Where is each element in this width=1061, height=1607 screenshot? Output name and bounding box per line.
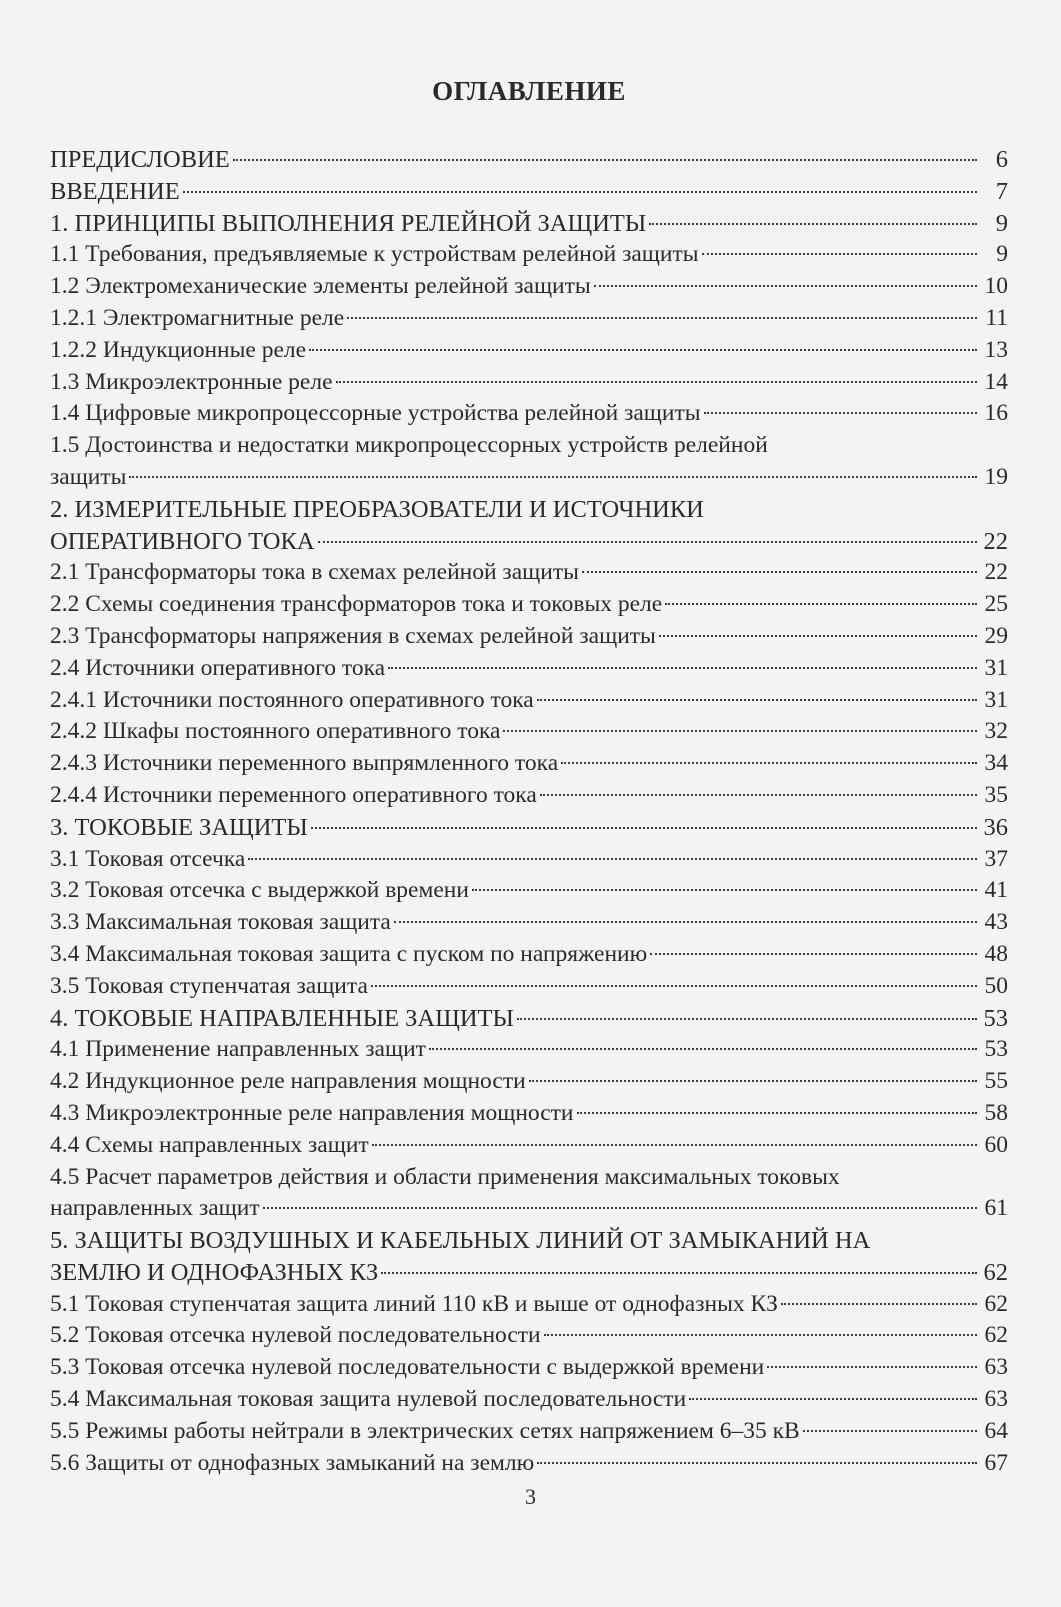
toc-entry-title: 2.4 Источники оперативного тока bbox=[50, 654, 386, 681]
toc-entry-title: ОПЕРАТИВНОГО ТОКА bbox=[50, 527, 315, 555]
dot-leader bbox=[544, 1334, 977, 1336]
toc-entry-title: направленных защит bbox=[50, 1195, 260, 1222]
toc-entry-page: 9 bbox=[995, 209, 1008, 237]
dot-leader bbox=[665, 603, 977, 605]
dot-leader bbox=[394, 921, 977, 923]
toc-entry[interactable] bbox=[50, 1257, 1008, 1289]
dot-leader bbox=[347, 317, 977, 319]
dot-leader bbox=[537, 699, 977, 701]
toc-entry-page: 41 bbox=[984, 877, 1008, 904]
toc-list bbox=[50, 144, 1008, 1479]
dot-leader bbox=[472, 889, 977, 891]
toc-entry-title: 1.1 Требования, предъявляемые к устройствам релейной защиты bbox=[50, 241, 699, 268]
dot-leader bbox=[577, 1112, 977, 1114]
toc-entry[interactable] bbox=[50, 1352, 1008, 1384]
toc-entry-title: 3.1 Токовая отсечка bbox=[50, 845, 246, 872]
page-title: ОГЛАВЛЕНИЕ bbox=[432, 76, 626, 106]
toc-entry-page: 6 bbox=[995, 146, 1008, 173]
toc-entry[interactable] bbox=[50, 398, 1008, 430]
dot-leader bbox=[248, 858, 977, 860]
toc-entry-page: 60 bbox=[984, 1131, 1008, 1158]
dot-leader bbox=[540, 794, 977, 796]
toc-entry-title: 2.4.2 Шкафы постоянного оперативного тока bbox=[50, 718, 501, 745]
dot-leader bbox=[318, 541, 977, 543]
toc-entry-page: 32 bbox=[984, 718, 1008, 745]
dot-leader bbox=[561, 762, 977, 764]
dot-leader bbox=[594, 285, 977, 287]
toc-entry-title: 1.2 Электромеханические элементы релейной защиты bbox=[50, 273, 591, 300]
toc-entry-page: 63 bbox=[984, 1386, 1008, 1413]
dot-leader bbox=[704, 412, 977, 414]
toc-entry[interactable] bbox=[50, 621, 1008, 653]
toc-entry-title: ВВЕДЕНИЕ bbox=[50, 177, 180, 205]
dot-leader bbox=[309, 349, 977, 351]
toc-entry-title: 4.3 Микроэлектронные реле направления мощности bbox=[50, 1099, 574, 1126]
toc-entry[interactable] bbox=[50, 1320, 1008, 1352]
toc-entry-title: 1.2.1 Электромагнитные реле bbox=[50, 304, 345, 331]
toc-entry-title: 5.6 Защиты от однофазных замыканий на землю bbox=[50, 1449, 535, 1476]
toc-entry-title: 5.5 Режимы работы нейтрали в электрических сетях напряжением 6–35 кВ bbox=[50, 1417, 800, 1444]
toc-entry[interactable] bbox=[50, 144, 1008, 176]
toc-entry-page: 31 bbox=[984, 686, 1008, 713]
toc-entry-title: 2.4.3 Источники переменного выпрямленного тока bbox=[50, 750, 559, 777]
toc-entry-page: 13 bbox=[984, 336, 1008, 363]
toc-entry[interactable] bbox=[50, 653, 1008, 685]
toc-entry-title: 5.3 Токовая отсечка нулевой последовательности с выдержкой времени bbox=[50, 1354, 765, 1381]
toc-entry-page: 64 bbox=[984, 1417, 1008, 1444]
dot-leader bbox=[311, 827, 977, 829]
toc-entry-page: 53 bbox=[984, 1036, 1008, 1063]
toc-entry-title: 3.4 Максимальная токовая защита с пуском по напряжению bbox=[50, 940, 648, 967]
toc-entry-text-line1: 2. ИЗМЕРИТЕЛЬНЫЕ ПРЕОБРАЗОВАТЕЛИ И ИСТОЧНИКИ bbox=[50, 495, 704, 523]
toc-entry[interactable] bbox=[50, 1098, 1008, 1130]
dot-leader bbox=[371, 985, 977, 987]
toc-entry[interactable] bbox=[50, 462, 1008, 494]
toc-entry-title: 3.3 Максимальная токовая защита bbox=[50, 909, 391, 936]
toc-entry-title: 4.2 Индукционное реле направления мощности bbox=[50, 1068, 526, 1095]
toc-entry-title: 3.2 Токовая отсечка с выдержкой времени bbox=[50, 877, 469, 904]
toc-entry[interactable] bbox=[50, 271, 1008, 303]
toc-entry-page: 11 bbox=[985, 304, 1008, 331]
toc-entry[interactable] bbox=[50, 1384, 1008, 1416]
toc-entry-text-line1: 4.5 Расчет параметров действия и области применения максимальных токовых bbox=[50, 1163, 840, 1190]
toc-entry-page: 50 bbox=[984, 972, 1008, 999]
toc-entry[interactable] bbox=[50, 176, 1008, 208]
toc-entry-title: 5.1 Токовая ступенчатая защита линий 110 кВ и выше от однофазных КЗ bbox=[50, 1290, 778, 1317]
toc-entry-text-line1: 1.5 Достоинства и недостатки микропроцессорных устройств релейной bbox=[50, 432, 768, 459]
toc-entry-page: 25 bbox=[984, 591, 1008, 618]
dot-leader bbox=[702, 253, 977, 255]
toc-entry-page: 34 bbox=[984, 750, 1008, 777]
toc-entry[interactable] bbox=[50, 907, 1008, 939]
toc-entry-title: 1. ПРИНЦИПЫ ВЫПОЛНЕНИЯ РЕЛЕЙНОЙ ЗАЩИТЫ bbox=[50, 209, 647, 237]
toc-entry-page: 63 bbox=[984, 1354, 1008, 1381]
dot-leader bbox=[767, 1366, 977, 1368]
toc-entry-page: 19 bbox=[984, 463, 1008, 490]
toc-entry-page: 22 bbox=[984, 559, 1008, 586]
toc-entry-title: 1.4 Цифровые микропроцессорные устройства релейной защиты bbox=[50, 400, 701, 427]
dot-leader bbox=[336, 381, 978, 383]
dot-leader bbox=[650, 953, 977, 955]
toc-entry-page: 62 bbox=[984, 1290, 1008, 1317]
dot-leader bbox=[582, 571, 977, 573]
dot-leader bbox=[372, 1144, 977, 1146]
toc-entry-text-line1: 5. ЗАЩИТЫ ВОЗДУШНЫХ И КАБЕЛЬНЫХ ЛИНИЙ ОТ ЗАМЫКАНИЙ НА bbox=[50, 1227, 871, 1255]
toc-entry[interactable] bbox=[50, 335, 1008, 367]
toc-entry-title: 4.1 Применение направленных защит bbox=[50, 1036, 426, 1063]
toc-entry-page: 67 bbox=[984, 1449, 1008, 1476]
toc-entry-title: 1.2.2 Индукционные реле bbox=[50, 336, 307, 363]
toc-entry[interactable] bbox=[50, 844, 1008, 876]
toc-entry[interactable] bbox=[50, 812, 1008, 844]
toc-entry-page: 48 bbox=[984, 940, 1008, 967]
dot-leader bbox=[503, 730, 977, 732]
toc-entry[interactable] bbox=[50, 1193, 1008, 1225]
toc-entry-title: 1.3 Микроэлектронные реле bbox=[50, 368, 333, 395]
toc-entry-title: ПРЕДИСЛОВИЕ bbox=[50, 146, 230, 173]
toc-entry[interactable] bbox=[50, 780, 1008, 812]
toc-entry-page: 14 bbox=[984, 368, 1008, 395]
dot-leader bbox=[429, 1048, 977, 1050]
toc-entry[interactable] bbox=[50, 557, 1008, 589]
dot-leader bbox=[233, 159, 977, 161]
toc-entry-title: 3. ТОКОВЫЕ ЗАЩИТЫ bbox=[50, 813, 308, 841]
toc-entry-page: 62 bbox=[984, 1322, 1008, 1349]
toc-entry-title: ЗЕМЛЮ И ОДНОФАЗНЫХ КЗ bbox=[50, 1258, 379, 1286]
toc-entry-title: 5.2 Токовая отсечка нулевой последовательности bbox=[50, 1322, 541, 1349]
dot-leader bbox=[689, 1398, 977, 1400]
toc-entry-title: 4. ТОКОВЫЕ НАПРАВЛЕННЫЕ ЗАЩИТЫ bbox=[50, 1004, 514, 1032]
toc-entry-page: 7 bbox=[995, 177, 1008, 205]
toc-entry[interactable] bbox=[50, 1066, 1008, 1098]
toc-entry[interactable] bbox=[50, 208, 1008, 240]
toc-entry-page: 43 bbox=[984, 909, 1008, 936]
toc-entry-title: 2.1 Трансформаторы тока в схемах релейной защиты bbox=[50, 559, 579, 586]
toc-entry-page: 36 bbox=[983, 813, 1008, 841]
toc-entry-title: 2.2 Схемы соединения трансформаторов тока и токовых реле bbox=[50, 591, 663, 618]
toc-entry-page: 62 bbox=[983, 1258, 1008, 1286]
toc-entry[interactable] bbox=[50, 1003, 1008, 1035]
toc-entry-page: 58 bbox=[984, 1099, 1008, 1126]
toc-entry-page: 22 bbox=[983, 527, 1008, 555]
toc-entry[interactable] bbox=[50, 1130, 1008, 1162]
page-number: 3 bbox=[525, 1484, 536, 1509]
dot-leader bbox=[517, 1018, 977, 1020]
dot-leader bbox=[649, 223, 977, 225]
toc-entry[interactable] bbox=[50, 303, 1008, 335]
dot-leader bbox=[529, 1080, 977, 1082]
toc-entry-page: 61 bbox=[984, 1195, 1008, 1222]
toc-entry[interactable] bbox=[50, 685, 1008, 717]
toc-entry[interactable] bbox=[50, 939, 1008, 971]
toc-entry-page: 9 bbox=[996, 241, 1008, 268]
toc-entry-page: 29 bbox=[984, 622, 1008, 649]
dot-leader bbox=[263, 1207, 977, 1209]
toc-page bbox=[50, 72, 1008, 1479]
toc-entry[interactable] bbox=[50, 526, 1008, 558]
dot-leader bbox=[129, 476, 977, 478]
toc-entry-page: 16 bbox=[984, 400, 1008, 427]
dot-leader bbox=[183, 191, 977, 193]
dot-leader bbox=[781, 1303, 977, 1305]
toc-entry[interactable] bbox=[50, 239, 1008, 271]
dot-leader bbox=[659, 635, 977, 637]
toc-entry[interactable] bbox=[50, 716, 1008, 748]
dot-leader bbox=[537, 1462, 977, 1464]
toc-entry-title: 2.3 Трансформаторы напряжения в схемах релейной защиты bbox=[50, 622, 656, 649]
toc-entry-page: 37 bbox=[984, 845, 1008, 872]
dot-leader bbox=[388, 667, 977, 669]
toc-entry[interactable] bbox=[50, 748, 1008, 780]
toc-entry[interactable] bbox=[50, 1448, 1008, 1480]
toc-entry-title: 5.4 Максимальная токовая защита нулевой последовательности bbox=[50, 1386, 687, 1413]
toc-entry[interactable] bbox=[50, 875, 1008, 907]
toc-entry[interactable] bbox=[50, 1416, 1008, 1448]
dot-leader bbox=[381, 1272, 977, 1274]
toc-entry-title: защиты bbox=[50, 463, 127, 490]
toc-entry-page: 53 bbox=[983, 1004, 1008, 1032]
toc-entry-page: 35 bbox=[984, 781, 1008, 808]
toc-entry[interactable] bbox=[50, 971, 1008, 1003]
toc-entry-page: 55 bbox=[984, 1068, 1008, 1095]
toc-entry-title: 2.4.4 Источники переменного оперативного тока bbox=[50, 781, 537, 808]
toc-entry[interactable] bbox=[50, 1034, 1008, 1066]
dot-leader bbox=[803, 1430, 977, 1432]
toc-entry-page: 31 bbox=[984, 654, 1008, 681]
toc-entry[interactable] bbox=[50, 367, 1008, 399]
toc-entry-title: 2.4.1 Источники постоянного оперативного тока bbox=[50, 686, 534, 713]
toc-entry[interactable] bbox=[50, 1289, 1008, 1321]
toc-entry-title: 4.4 Схемы направленных защит bbox=[50, 1131, 369, 1158]
toc-entry-page: 10 bbox=[984, 273, 1008, 300]
toc-entry-title: 3.5 Токовая ступенчатая защита bbox=[50, 972, 368, 999]
toc-entry[interactable] bbox=[50, 589, 1008, 621]
